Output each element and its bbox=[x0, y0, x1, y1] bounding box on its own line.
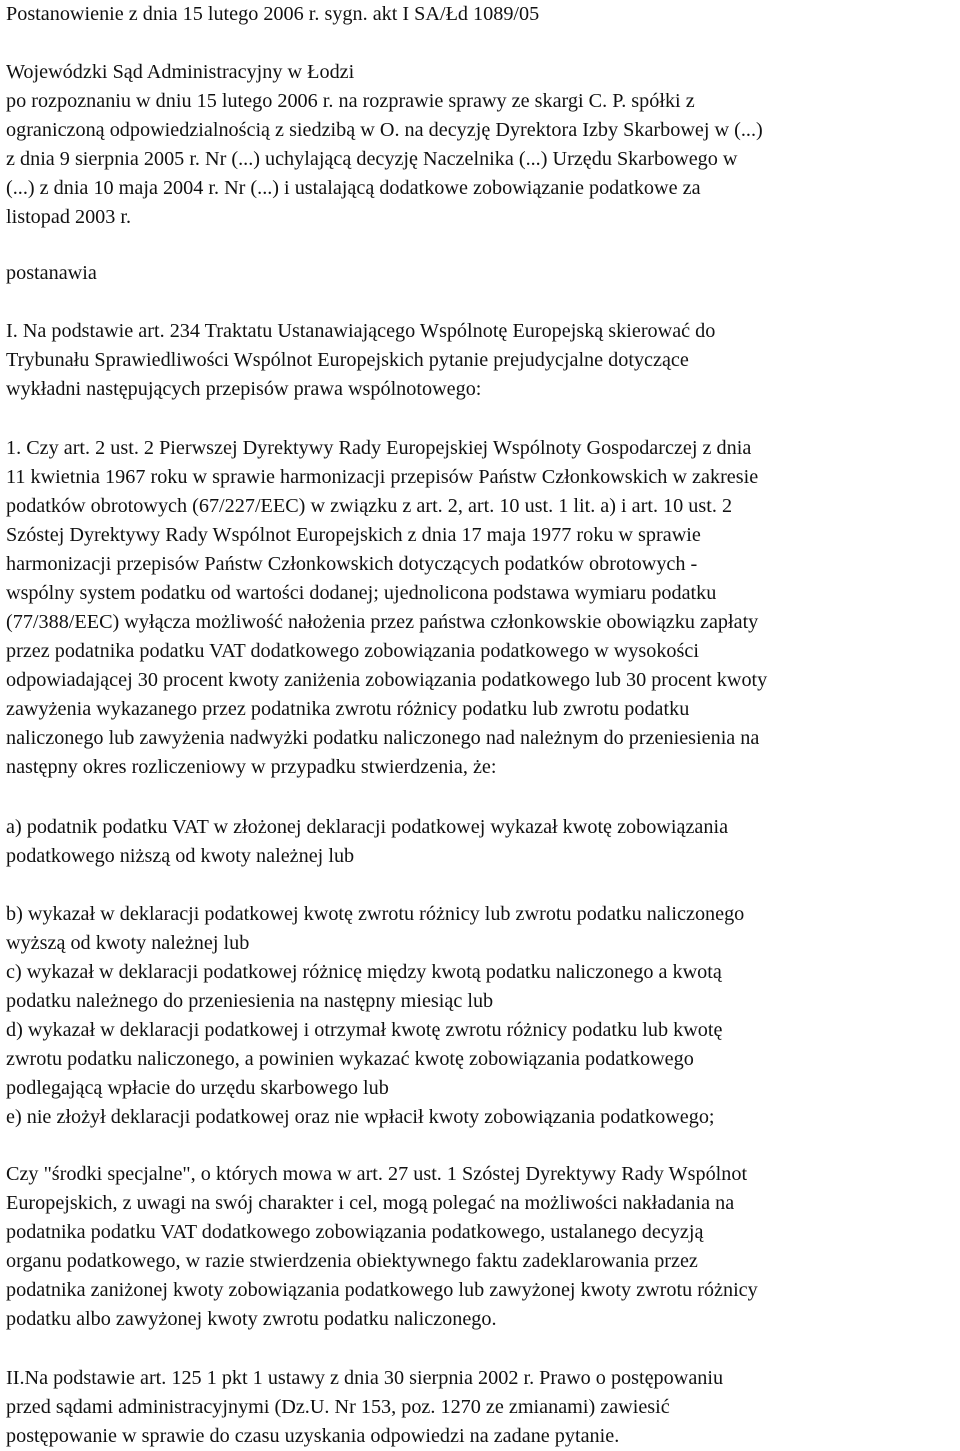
item-a-line: podatkowego niższą od kwoty należnej lub bbox=[6, 845, 355, 867]
document-title-block bbox=[6, 0, 539, 29]
question-line: Czy "środki specjalne", o których mowa w art. 27 ust. 1 Szóstej Dyrektywy Rady Wspólnot bbox=[6, 1163, 748, 1185]
item-line: b) wykazał w deklaracji podatkowej kwotę zwrotu różnicy lub zwrotu podatku naliczonego bbox=[6, 903, 745, 925]
question-1-line: odpowiadającej 30 procent kwoty zaniżenia zobowiązania podatkowego lub 30 procent kwoty bbox=[6, 669, 768, 691]
document-title: Postanowienie z dnia 15 lutego 2006 r. sygn. akt I SA/Łd 1089/05 bbox=[6, 3, 540, 25]
question-1-line: 11 kwietnia 1967 roku w sprawie harmonizacji przepisów Państw Członkowskich w zakresie bbox=[6, 466, 759, 488]
section-1-line: wykładni następujących przepisów prawa wspólnotowego: bbox=[6, 378, 482, 400]
items-b-to-e-block bbox=[6, 900, 744, 1132]
item-a-block bbox=[6, 813, 728, 871]
court-line: Wojewódzki Sąd Administracyjny w Łodzi bbox=[6, 61, 355, 83]
decision-heading: postanawia bbox=[6, 262, 97, 284]
question-1-line: (77/388/EEC) wyłącza możliwość nałożenia przez państwa członkowskie obowiązku zapłaty bbox=[6, 611, 759, 633]
item-line: e) nie złożył deklaracji podatkowej oraz nie wpłacił kwoty zobowiązania podatkowego; bbox=[6, 1106, 715, 1128]
section-2-line: przed sądami administracyjnymi (Dz.U. Nr 153, poz. 1270 ze zmianami) zawiesić bbox=[6, 1396, 670, 1418]
section-2-line: II.Na podstawie art. 125 1 pkt 1 ustawy z dnia 30 sierpnia 2002 r. Prawo o postępowaniu bbox=[6, 1367, 724, 1389]
question-1-line: 1. Czy art. 2 ust. 2 Pierwszej Dyrektywy Rady Europejskiej Wspólnoty Gospodarczej z dnia bbox=[6, 437, 752, 459]
question-1-line: naliczonego lub zawyżenia nadwyżki podatku naliczonego nad należnym do przeniesienia na bbox=[6, 727, 760, 749]
court-line: z dnia 9 sierpnia 2005 r. Nr (...) uchylającą decyzję Naczelnika (...) Urzędu Skarbowego w bbox=[6, 148, 738, 170]
question-line: podatku albo zawyżonej kwoty zwrotu podatku naliczonego. bbox=[6, 1308, 497, 1330]
item-a-line: a) podatnik podatku VAT w złożonej deklaracji podatkowej wykazał kwotę zobowiązania bbox=[6, 816, 729, 838]
decision-heading-block bbox=[6, 259, 97, 288]
question-line: organu podatkowego, w razie stwierdzenia obiektywnego faktu zadeklarowania przez bbox=[6, 1250, 698, 1272]
item-line: c) wykazał w deklaracji podatkowej różnicę między kwotą podatku naliczonego a kwotą bbox=[6, 961, 722, 983]
question-line: Europejskich, z uwagi na swój charakter i cel, mogą polegać na możliwości nakładania na bbox=[6, 1192, 735, 1214]
court-line: po rozpoznaniu w dniu 15 lutego 2006 r. na rozprawie sprawy ze skargi C. P. spółki z bbox=[6, 90, 695, 112]
item-line: zwrotu podatku naliczonego, a powinien wykazać kwotę zobowiązania podatkowego bbox=[6, 1048, 694, 1070]
court-line: listopad 2003 r. bbox=[6, 206, 132, 228]
item-line: podlegającą wpłacie do urzędu skarbowego lub bbox=[6, 1077, 389, 1099]
section-1-line: Trybunału Sprawiedliwości Wspólnot Europejskich pytanie prejudycjalne dotyczące bbox=[6, 349, 689, 371]
question-1-line: harmonizacji przepisów Państw Członkowskich dotyczących podatków obrotowych - bbox=[6, 553, 698, 575]
court-line: ograniczoną odpowiedzialnością z siedzibą w O. na decyzję Dyrektora Izby Skarbowej w (...) bbox=[6, 119, 763, 141]
section-2-block bbox=[6, 1364, 723, 1451]
section-1-block bbox=[6, 317, 715, 404]
question-line: podatnika zaniżonej kwoty zobowiązania podatkowego lub zawyżonej kwoty zwrotu różnicy bbox=[6, 1279, 758, 1301]
question-line: podatnika podatku VAT dodatkowego zobowiązania podatkowego, ustalanego decyzją bbox=[6, 1221, 704, 1243]
section-2-line: postępowanie w sprawie do czasu uzyskania odpowiedzi na zadane pytanie. bbox=[6, 1425, 620, 1447]
item-line: wyższą od kwoty należnej lub bbox=[6, 932, 250, 954]
question-1-line: podatków obrotowych (67/227/EEC) w związku z art. 2, art. 10 ust. 1 lit. a) i art. 10 ust. 2 bbox=[6, 495, 733, 517]
section-1-line: I. Na podstawie art. 234 Traktatu Ustanawiającego Wspólnotę Europejską skierować do bbox=[6, 320, 716, 342]
question-1-line: przez podatnika podatku VAT dodatkowego zobowiązania podatkowego w wysokości bbox=[6, 640, 699, 662]
question-1-line: zawyżenia wykazanego przez podatnika zwrotu różnicy podatku lub zwrotu podatku bbox=[6, 698, 690, 720]
court-line: (...) z dnia 10 maja 2004 r. Nr (...) i ustalającą dodatkowe zobowiązanie podatkowe za bbox=[6, 177, 701, 199]
question-1-line: wspólny system podatku od wartości dodanej; ujednolicona podstawa wymiaru podatku bbox=[6, 582, 717, 604]
court-intro-block bbox=[6, 58, 763, 232]
item-line: podatku należnego do przeniesienia na następny miesiąc lub bbox=[6, 990, 494, 1012]
item-line: d) wykazał w deklaracji podatkowej i otrzymał kwotę zwrotu różnicy podatku lub kwotę bbox=[6, 1019, 723, 1041]
special-measures-question-block bbox=[6, 1160, 758, 1334]
question-1-line: następny okres rozliczeniowy w przypadku stwierdzenia, że: bbox=[6, 756, 497, 778]
question-1-block bbox=[6, 434, 767, 782]
question-1-line: Szóstej Dyrektywy Rady Wspólnot Europejskich z dnia 17 maja 1977 roku w sprawie bbox=[6, 524, 701, 546]
